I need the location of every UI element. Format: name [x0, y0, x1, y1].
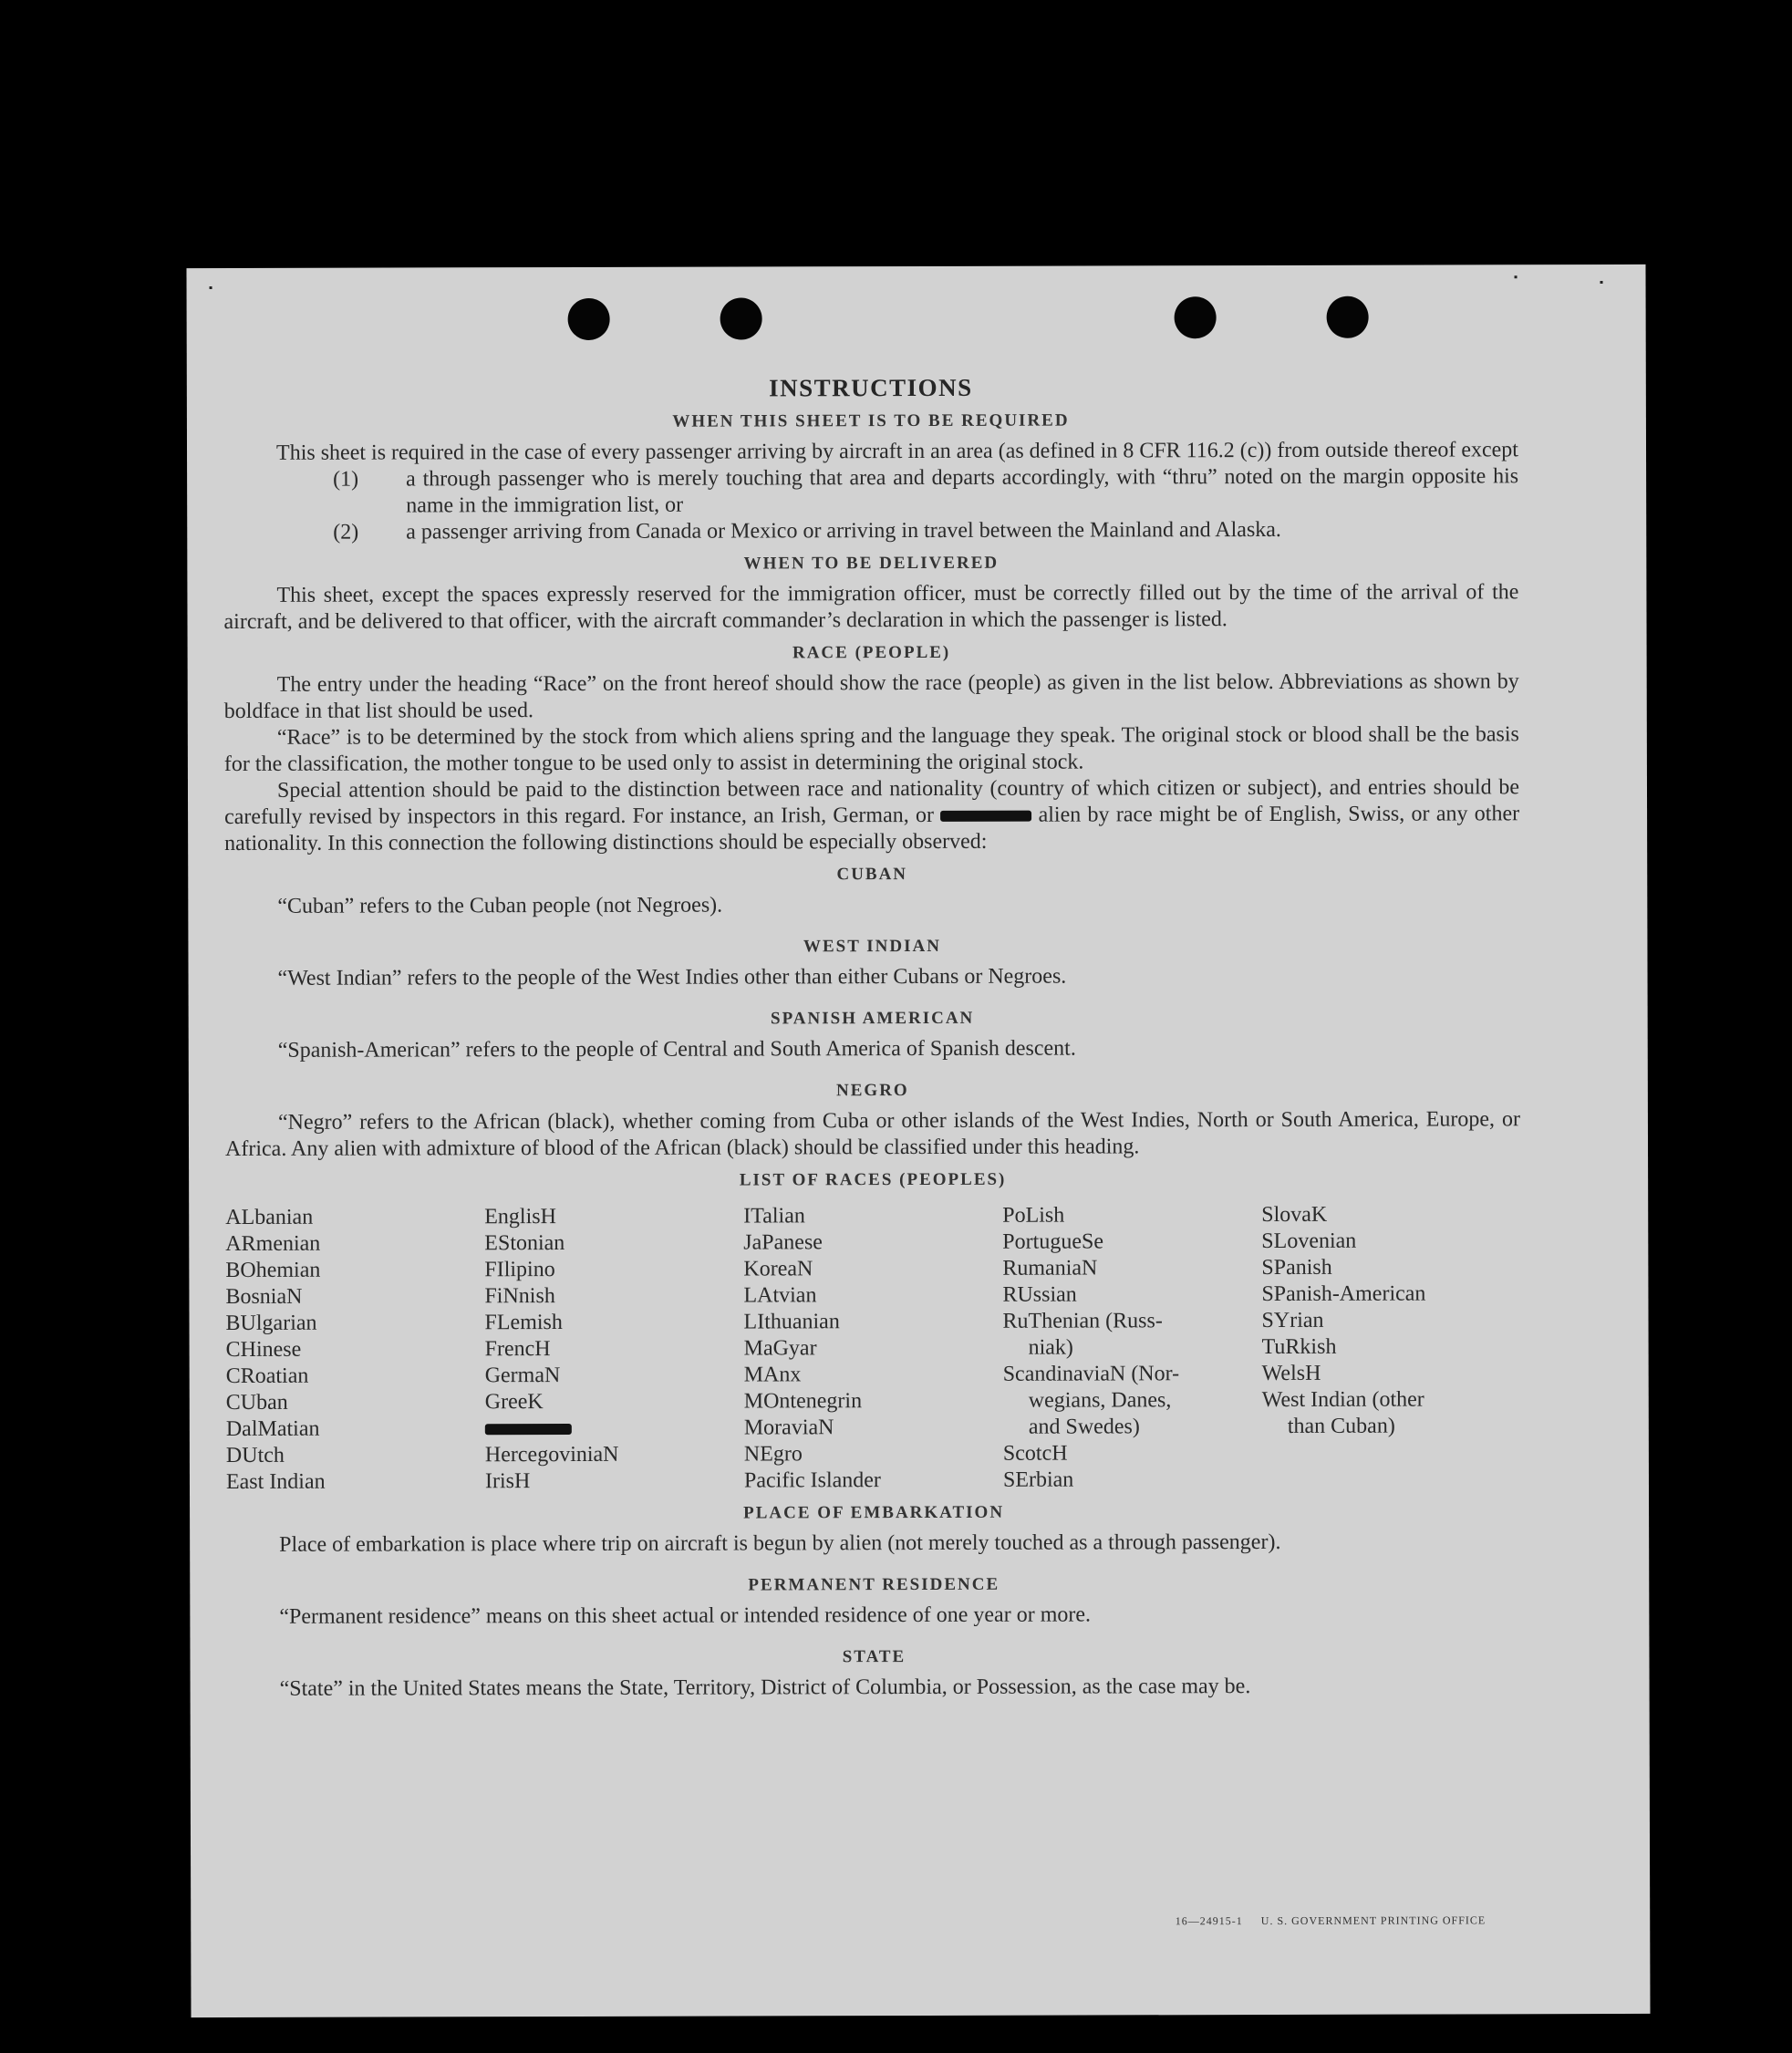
document-sheet — [186, 264, 1650, 2017]
section-heading-when-required: WHEN THIS SHEET IS TO BE REQUIRED — [672, 410, 1070, 431]
race-entry: MOntenegrin — [743, 1389, 863, 1414]
race-paragraph-3 — [224, 774, 1519, 857]
race-entry: PortugueSe — [1002, 1229, 1103, 1254]
race-entry: wegians, Danes, — [1028, 1388, 1172, 1413]
document-body — [223, 372, 1522, 1703]
punch-hole — [720, 297, 762, 339]
race-entry: RumaniaN — [1002, 1256, 1098, 1281]
page-title: INSTRUCTIONS — [769, 373, 973, 402]
race-entry: SPanish — [1261, 1255, 1332, 1281]
race-entry: NEgro — [743, 1442, 803, 1467]
race-entry: ITalian — [743, 1204, 805, 1229]
race-column — [1261, 1201, 1521, 1493]
list-of-races-heading: LIST OF RACES (PEOPLES) — [739, 1169, 1007, 1190]
race-entry: ScotcH — [1002, 1441, 1068, 1466]
embarkation-text: Place of embarkation is place where trip on aircraft is begun by alien (not merely touched as a through passenger). — [279, 1529, 1281, 1557]
section-heading-when-delivered: WHEN TO BE DELIVERED — [743, 553, 1000, 574]
west-indian-text: “West Indian” refers to the people of the West Indies other than either Cubans or Negroes. — [277, 964, 1067, 990]
race-entry: MoraviaN — [743, 1415, 834, 1440]
race-entry: Pacific Islander — [743, 1468, 881, 1493]
race-entry: PoLish — [1002, 1203, 1065, 1228]
exception-item — [223, 463, 1518, 520]
race-entry: SErbian — [1002, 1467, 1074, 1492]
race-entry: LAtvian — [743, 1283, 817, 1308]
race-paragraph-3a: Special attention should be paid to the distinction between race and nationality (country of which citizen or subject), and entries should be carefully revised by inspectors in this regard. For instance, an Irish, German, or — [224, 775, 1520, 829]
race-column — [1002, 1202, 1262, 1494]
race-entry: RuThenian (Russ- — [1002, 1309, 1163, 1333]
exception-item — [223, 516, 1518, 546]
punch-hole — [568, 298, 610, 340]
race-entry: ARmenian — [225, 1231, 321, 1256]
race-entry: MAnx — [743, 1363, 802, 1387]
punch-hole — [1327, 296, 1369, 338]
race-entry: FrencH — [484, 1337, 551, 1362]
race-entry: CRoatian — [225, 1363, 309, 1388]
race-entry: WelsH — [1261, 1361, 1321, 1386]
race-entry: BOhemian — [225, 1258, 321, 1282]
when-delivered-text: This sheet, except the spaces expressly reserved for the immigration officer, must be correctly filled out by the time of the arrival of the aircraft, and be delivered to that officer, with the aircraft commander’s declaration in which the passenger is listed. — [223, 580, 1519, 634]
redaction-mark — [485, 1424, 572, 1435]
section-heading-residence: PERMANENT RESIDENCE — [748, 1574, 1000, 1595]
speck — [1515, 275, 1518, 278]
race-list — [225, 1201, 1521, 1496]
section-heading-negro: NEGRO — [835, 1081, 909, 1101]
race-entry: GermaN — [484, 1363, 561, 1388]
race-entry: SPanish-American — [1261, 1281, 1426, 1307]
race-entry: niak) — [1028, 1335, 1073, 1360]
race-entry: ScandinaviaN (Nor- — [1002, 1362, 1180, 1386]
exception-text: a through passenger who is merely touching that area and departs accordingly, with “thru” noted on the margin opposite his name in the immigration list, or — [406, 464, 1519, 518]
race-entry: FIlipino — [484, 1258, 555, 1282]
section-heading-state: STATE — [842, 1647, 906, 1667]
residence-text: “Permanent residence” means on this sheet actual or intended residence of one year or more. — [279, 1602, 1092, 1629]
race-entry: FLemish — [484, 1311, 563, 1335]
race-entry: IrisH — [484, 1469, 531, 1494]
race-entry: BUlgarian — [225, 1311, 317, 1335]
race-entry: West Indian (other — [1261, 1387, 1424, 1413]
race-entry: ALbanian — [225, 1205, 314, 1229]
race-entry: MaGyar — [743, 1336, 817, 1361]
race-entry: KoreaN — [743, 1257, 813, 1281]
race-entry: SYrian — [1261, 1308, 1324, 1333]
punch-hole — [1175, 296, 1217, 338]
race-entry: GreeK — [484, 1390, 544, 1415]
race-entry: and Swedes) — [1028, 1415, 1140, 1439]
race-entry: CUban — [225, 1390, 288, 1415]
race-entry: DalMatian — [225, 1416, 320, 1441]
race-paragraph-2: “Race” is to be determined by the stock from which aliens spring and the language they speak. The original stock or blood shall be the basis for the classification, the mother tongue to be used only to assist in determining the original stock. — [223, 722, 1519, 776]
redaction-mark — [940, 811, 1031, 822]
spanish-american-text: “Spanish-American” refers to the people of Central and South America of Spanish descent. — [277, 1036, 1076, 1063]
race-entry: CHinese — [225, 1337, 302, 1362]
race-entry: DUtch — [225, 1443, 285, 1467]
section-heading-cuban: CUBAN — [836, 865, 908, 885]
section-heading-embarkation: PLACE OF EMBARKATION — [743, 1502, 1005, 1523]
speck — [210, 286, 212, 289]
form-code: 16—24915-1 — [1175, 1914, 1243, 1928]
print-code — [1176, 1913, 1486, 1928]
race-entry: EStonian — [484, 1231, 565, 1256]
race-entry: SlovaK — [1261, 1202, 1328, 1228]
section-heading-race: RACE (PEOPLE) — [792, 642, 951, 663]
negro-text: “Negro” refers to the African (black), whether coming from Cuba or other islands of the West Indies, North or South America, Europe, or Africa. Any alien with admixture of blood of the African (black) should be classified under this heading. — [224, 1107, 1520, 1161]
race-paragraph-3b: alien by race might be of English, Swiss, or any other nationality. In this connection the following distinctions should be especially observed: — [224, 802, 1520, 855]
race-entry: SLovenian — [1261, 1229, 1357, 1254]
race-entry: FiNnish — [484, 1284, 555, 1309]
speck — [1600, 281, 1603, 284]
race-column — [225, 1204, 485, 1496]
race-entry: East Indian — [225, 1469, 326, 1494]
section-heading-spanish-american: SPANISH AMERICAN — [770, 1008, 975, 1029]
race-entry: HercegoviniaN — [484, 1442, 619, 1467]
race-entry: RUssian — [1002, 1282, 1077, 1307]
race-entry: JaPanese — [743, 1230, 823, 1255]
when-required-intro: This sheet is required in the case of every passenger arriving by aircraft in an area (as defined in 8 CFR 116.2 (c)) from outside thereof except — [275, 438, 1519, 465]
exception-text: a passenger arriving from Canada or Mexico or arriving in travel between the Mainland and Alaska. — [406, 517, 1281, 544]
race-entry: TuRkish — [1261, 1334, 1337, 1360]
race-entry: than Cuban) — [1287, 1414, 1395, 1438]
race-entry: EnglisH — [484, 1205, 556, 1229]
printer-name: U. S. GOVERNMENT PRINTING OFFICE — [1260, 1913, 1486, 1928]
exception-number: (2) — [333, 520, 359, 544]
race-entry-redacted — [485, 1415, 744, 1443]
race-column — [484, 1204, 744, 1496]
race-entry: LIthuanian — [743, 1310, 840, 1334]
race-entry: BosniaN — [225, 1284, 303, 1309]
race-paragraph-1: The entry under the heading “Race” on the front hereof should show the race (people) as given in the list below. Abbreviations as shown by boldface in that list should be used. — [223, 669, 1519, 723]
section-heading-west-indian: WEST INDIAN — [803, 936, 941, 957]
exception-number: (1) — [333, 467, 359, 492]
cuban-text: “Cuban” refers to the Cuban people (not Negroes). — [277, 893, 723, 918]
state-text: “State” in the United States means the State, Territory, District of Columbia, or Possession, as the case may be. — [279, 1675, 1251, 1701]
race-column — [743, 1203, 1003, 1495]
